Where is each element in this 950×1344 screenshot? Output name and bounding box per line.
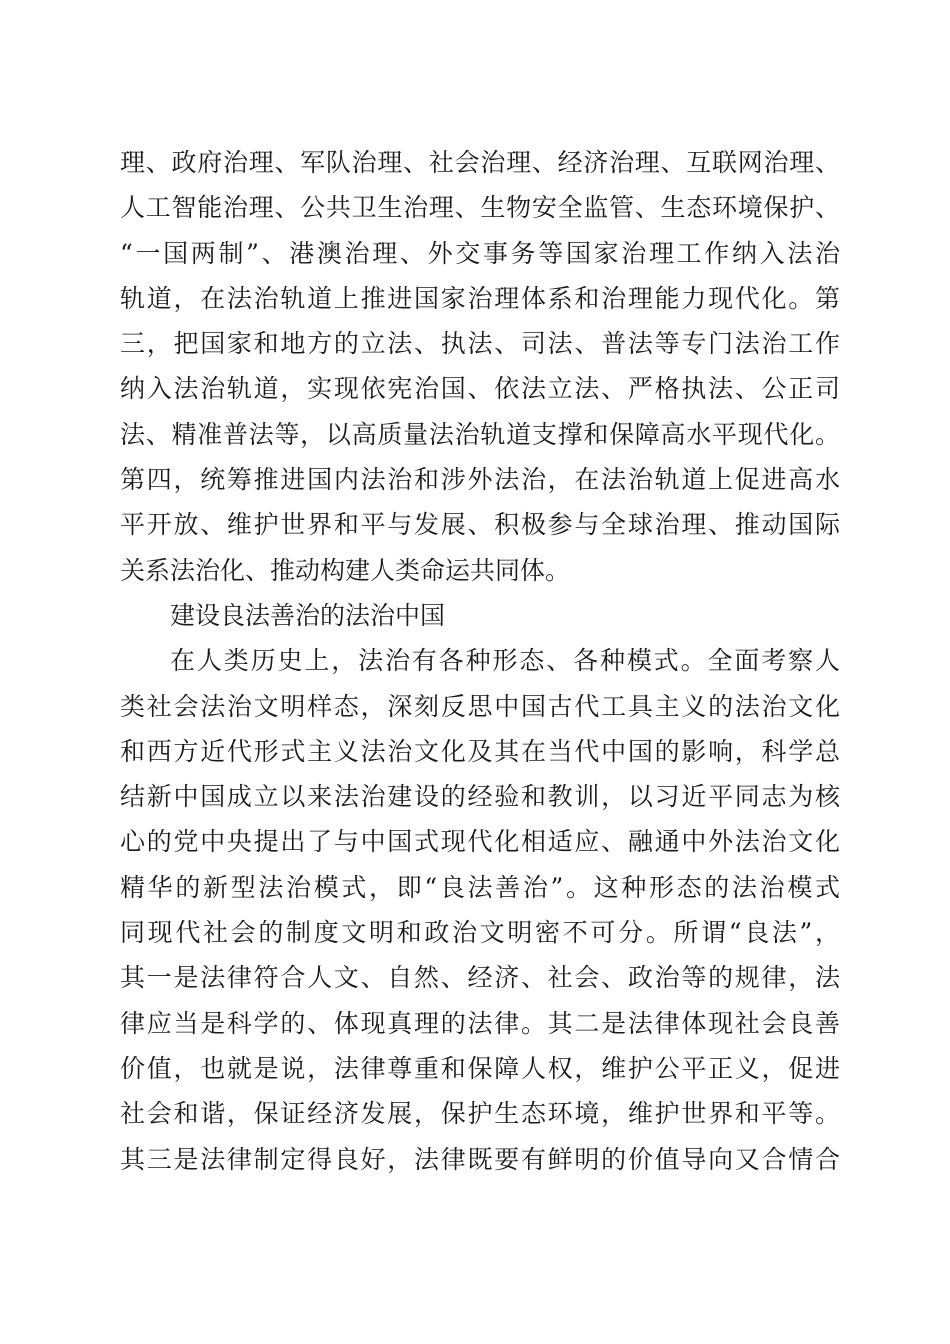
text-line: 价值，也就是说，法律尊重和保障人权，维护公平正义，促进 [120,1053,840,1083]
text-line: 轨道，在法治轨道上推进国家治理体系和治理能力现代化。第 [120,283,840,313]
paragraph-continued [120,140,840,593]
text-line: 理、政府治理、军队治理、社会治理、经济治理、互联网治理、 [120,148,840,177]
text-line: 关系法治化、推动构建人类命运共同体。 [120,555,571,585]
text-line: 纳入法治轨道，实现依宪治国、依法立法、严格执法、公正司 [120,374,840,404]
text-line: 律应当是科学的、体现真理的法律。其二是法律体现社会良善 [120,1008,840,1038]
text-line: 其一是法律符合人文、自然、经济、社会、政治等的规律，法 [120,963,840,993]
text-line: 和西方近代形式主义法治文化及其在当代中国的影响，科学总 [120,736,840,766]
text-line: 类社会法治文明样态，深刻反思中国古代工具主义的法治文化 [120,691,840,721]
text-line: 法、精准普法等，以高质量法治轨道支撑和保障高水平现代化。 [120,419,840,449]
text-line: 其三是法律制定得良好，法律既要有鲜明的价值导向又合情合 [120,1144,840,1174]
text-line: 人工智能治理、公共卫生治理、生物安全监管、生态环境保护、 [120,193,840,223]
section-heading: 建设良法善治的法治中国 [170,600,446,630]
text-line: 社会和谐，保证经济发展，保护生态环境，维护世界和平等。 [120,1099,840,1129]
text-line: 精华的新型法治模式，即“良法善治”。这种形态的法治模式 [120,872,840,902]
text-line: 在人类历史上，法治有各种形态、各种模式。全面考察人 [170,646,840,676]
text-line: 同现代社会的制度文明和政治文明密不可分。所谓“良法”， [120,918,840,948]
text-line: “一国两制”、港澳治理、外交事务等国家治理工作纳入法治 [120,238,840,268]
text-line: 三，把国家和地方的立法、执法、司法、普法等专门法治工作 [120,329,840,359]
text-line: 平开放、维护世界和平与发展、积极参与全球治理、推动国际 [120,510,840,540]
document-body [120,140,840,1182]
text-line: 第四，统筹推进国内法治和涉外法治，在法治轨道上促进高水 [120,465,840,495]
text-line: 结新中国成立以来法治建设的经验和教训，以习近平同志为核 [120,782,840,812]
text-line: 心的党中央提出了与中国式现代化相适应、融通中外法治文化 [120,827,840,857]
paragraph-good-law-good-governance [120,638,840,1182]
